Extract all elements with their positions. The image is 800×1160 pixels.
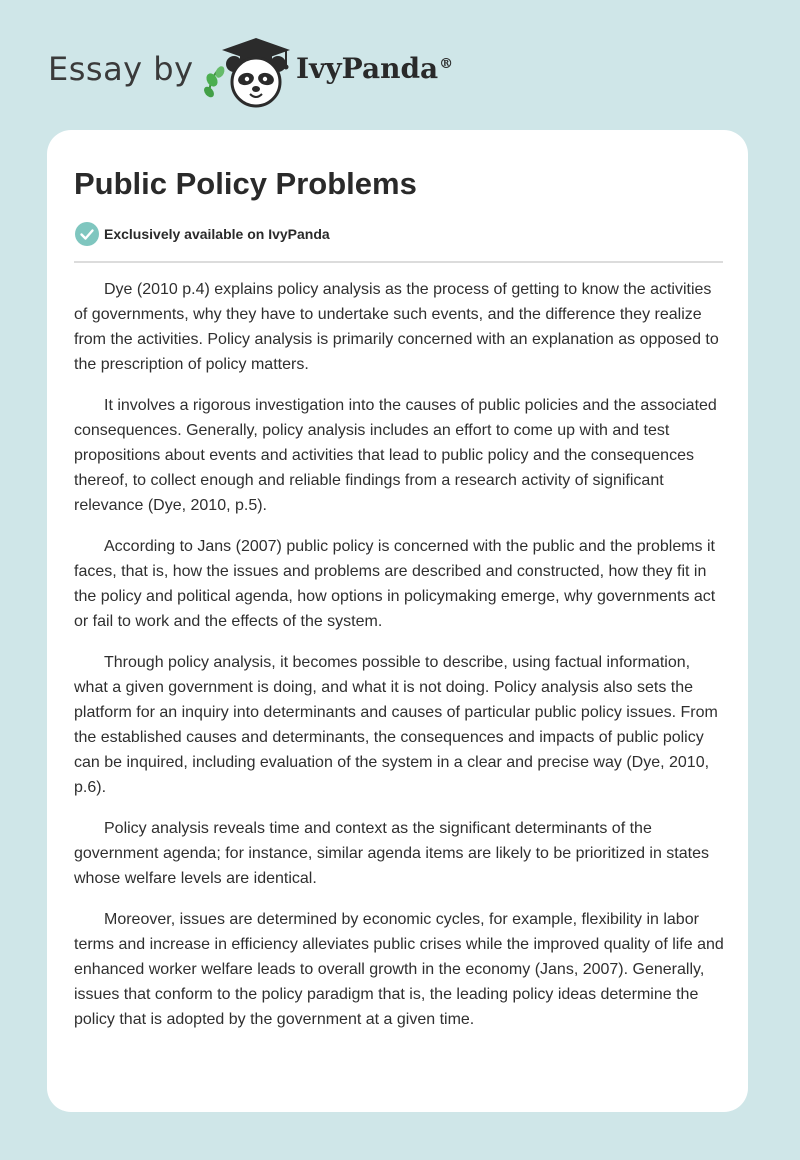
panda-graduate-logo-icon[interactable] <box>200 36 296 108</box>
divider <box>74 261 723 263</box>
paragraph: It involves a rigorous investigation into the causes of public policies and the associated consequences. Generally, policy analysis includes an effort to come up with and test propositions about events and activities that lead to public policy and the consequences thereof, to collect enough and reliable findings from a research activity of significant relevance (Dye, 2010, p.5). <box>74 397 717 514</box>
check-circle-icon <box>74 221 100 247</box>
site-header <box>48 36 508 116</box>
exclusive-badge-text: Exclusively available on IvyPanda <box>104 226 330 242</box>
brand-name-text: IvyPanda <box>296 52 439 85</box>
paragraph: Through policy analysis, it becomes possible to describe, using factual information, what a given government is doing, and what it is not doing. Policy analysis also sets the platform for an inquiry into determinants and causes of particular public policy issues. From the established causes and determinants, the consequences and impacts of public policy can be inquired, including evaluation of the system in a clear and precise way (Dye, 2010, p.6). <box>74 654 718 796</box>
paragraph: According to Jans (2007) public policy is concerned with the public and the problems it faces, that is, how the issues and problems are described and constructed, how they fit in the policy and political agenda, how options in policymaking emerge, why governments act or fail to work and the effects of the system. <box>74 538 716 630</box>
brand-prefix: Essay by <box>48 50 194 88</box>
paragraph: Dye (2010 p.4) explains policy analysis as the process of getting to know the activities of governments, why they have to undertake such events, and the difference they realize from the activities. Policy analysis is primarily concerned with an explanation as opposed to the prescription of policy matters. <box>74 281 719 373</box>
essay-card <box>47 130 748 1112</box>
paragraph: Policy analysis reveals time and context as the significant determinants of the government agenda; for instance, similar agenda items are likely to be prioritized in states whose welfare levels are identical. <box>74 820 709 887</box>
essay-body <box>74 277 726 1048</box>
registered-mark: ® <box>439 55 454 72</box>
brand-name[interactable] <box>296 52 453 85</box>
paragraph: Moreover, issues are determined by economic cycles, for example, flexibility in labor terms and increase in efficiency alleviates public crises while the improved quality of life and enhanced worker welfare leads to overall growth in the economy (Jans, 2007). Generally, issues that conform to the policy paradigm that is, the leading policy ideas determine the policy that is adopted by the government at a given time. <box>74 911 724 1028</box>
exclusive-badge <box>74 221 330 247</box>
page-title: Public Policy Problems <box>74 166 417 201</box>
